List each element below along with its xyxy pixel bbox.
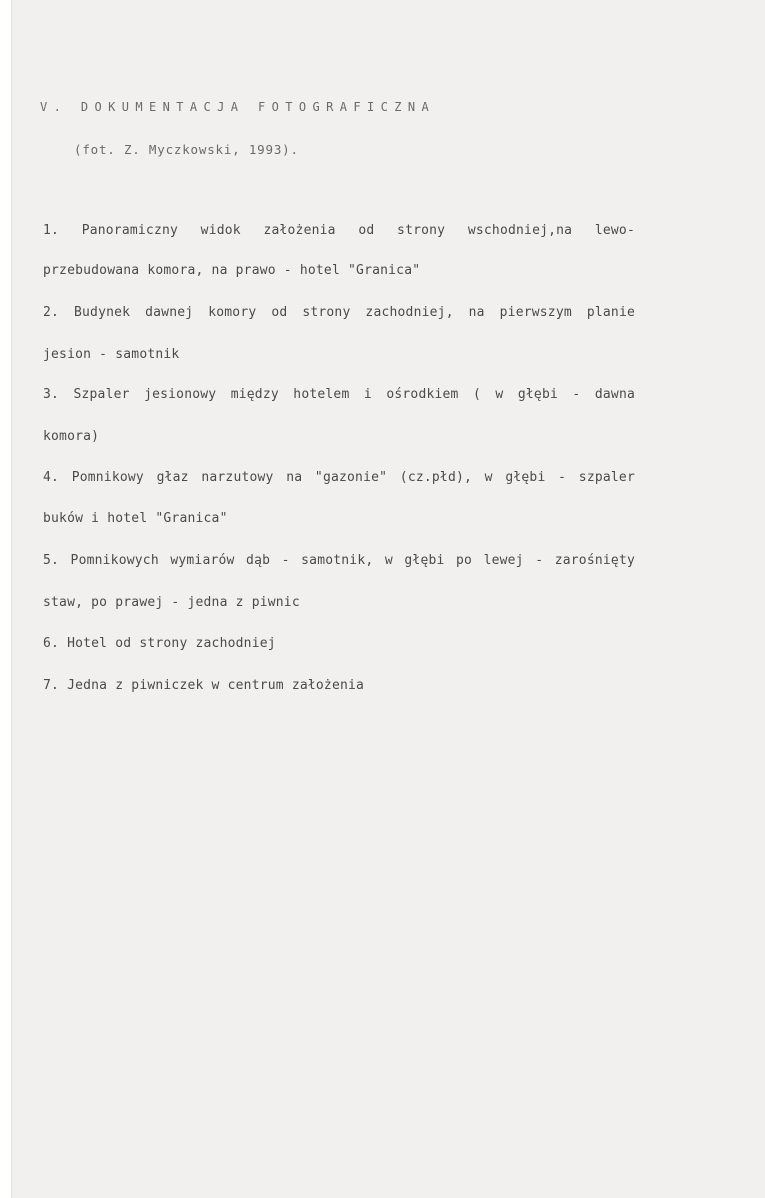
photo-caption-line: 7. Jedna z piwniczek w centrum założenia [43,678,365,693]
section-heading: V. DOKUMENTACJA FOTOGRAFICZNA [40,100,436,114]
photo-caption-line: 3. Szpaler jesionowy między hotelem i ośrodkiem ( w głębi - dawna [43,387,635,402]
photo-caption-line: 1. Panoramiczny widok założenia od strony wschodniej,na lewo- [43,223,635,238]
photo-caption-line: staw, po prawej - jedna z piwnic [43,595,300,610]
photo-caption-line: komora) [43,429,100,444]
document-page [11,0,765,1198]
photo-caption-line: 4. Pomnikowy głaz narzutowy na "gazonie" (cz.płd), w głębi - szpaler [43,470,635,485]
photo-credit: (fot. Z. Myczkowski, 1993). [74,142,299,157]
photo-caption-line: 2. Budynek dawnej komory od strony zachodniej, na pierwszym planie [43,305,635,320]
photo-caption-line: 6. Hotel od strony zachodniej [43,636,276,651]
photo-caption-line: 5. Pomnikowych wymiarów dąb - samotnik, w głębi po lewej - zarośnięty [43,553,635,568]
photo-caption-line: jesion - samotnik [43,347,180,362]
photo-caption-line: przebudowana komora, na prawo - hotel "Granica" [43,263,421,278]
photo-caption-line: buków i hotel "Granica" [43,511,228,526]
